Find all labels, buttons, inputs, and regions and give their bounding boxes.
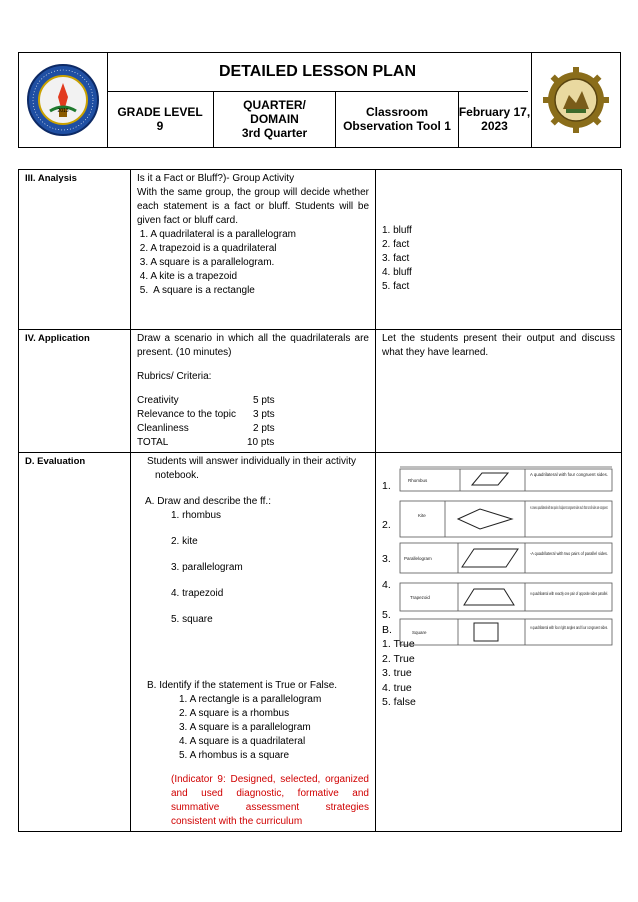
- part-b-item: 3. A square is a parallelogram: [179, 722, 311, 733]
- part-b-item: 5. A rhombus is a square: [179, 750, 290, 761]
- deped-seal-icon: [26, 63, 100, 137]
- analysis-row: [19, 170, 622, 330]
- analysis-answer: 3. fact: [382, 253, 410, 264]
- part-a-item: 2. kite: [171, 536, 198, 547]
- rubric-row: Creativity 5 pts: [137, 395, 275, 406]
- application-response: Let the students present their output and discuss what they have learned.: [376, 330, 622, 453]
- analysis-item: 4. A kite is a trapezoid: [137, 271, 238, 282]
- gear-seal-icon: [541, 65, 611, 135]
- analysis-label: III. Analysis: [19, 170, 131, 330]
- answer-b-item: 2. True: [382, 652, 415, 665]
- part-a-item: 1. rhombus: [171, 510, 222, 521]
- answer-b-item: 1. True: [382, 638, 415, 650]
- analysis-answers: [376, 170, 622, 330]
- document-title: DETAILED LESSON PLAN: [107, 53, 528, 92]
- rubric-row: Relevance to the topic 3 pts: [137, 409, 275, 420]
- application-row: [19, 330, 622, 453]
- evaluation-label: D. Evaluation: [19, 453, 131, 832]
- svg-text:A quadrilateral with four righ: A quadrilateral with four right angles and four congruent sides.: [530, 625, 608, 630]
- svg-text:-A quadrilateral with two pair: -A quadrilateral with two pairs of parallel sides.: [530, 551, 608, 556]
- application-activity: [131, 330, 376, 453]
- analysis-answer: 4. bluff: [382, 267, 412, 278]
- application-label: IV. Application: [19, 330, 131, 453]
- analysis-intro-2: With the same group, the group will decide whether each statement is a fact or bluff. Students will be given fact or bluff card.: [137, 187, 369, 226]
- part-a-title: A. Draw and describe the ff.:: [145, 496, 271, 507]
- evaluation-activity: Students will answer individually in their activity notebook. A. Draw and describe the ff.: 1. rhombus 2. kite 3. parallelogram 4. trapezoid 5. square B. Identify if the statement is True or False. 1. A rectangle is a parallelogram 2. A square is a rhombus 3. A square is a parallelogram 4. A square is a quadrilateral 5. A rhombus is a square (Indicator 9: Designed, selected, organized and used diagnostic, formative and summative assessment strategies consistent with the curriculum: [131, 453, 376, 832]
- part-b-title: B. Identify if the statement is True or False.: [147, 680, 338, 691]
- observation-tool-cell: Classroom Observation Tool 1: [336, 91, 459, 147]
- indicator-note: (Indicator 9: Designed, selected, organized and used diagnostic, formative and summative assessment strategies consistent with the curriculum: [171, 774, 369, 827]
- analysis-answer: 5. fact: [382, 281, 410, 292]
- quadrilateral-reference-image: [400, 459, 612, 649]
- answer-number: 1.: [382, 480, 391, 492]
- part-a-item: 3. parallelogram: [171, 562, 243, 573]
- svg-text:A quadrilateral with exactly o: A quadrilateral with exactly one pair of opposite sides parallel.: [530, 591, 608, 596]
- svg-text:A quadrilateral with four cong: A quadrilateral with four congruent sides.: [530, 472, 608, 477]
- grade-level-cell: GRADE LEVEL 9: [107, 91, 214, 147]
- school-seal: [531, 53, 620, 147]
- analysis-activity: [131, 170, 376, 330]
- evaluation-intro: Students will answer individually in their activity: [147, 456, 356, 467]
- part-a-item: 4. trapezoid: [171, 588, 224, 599]
- answer-number: 5.: [382, 609, 391, 621]
- answer-number: 3.: [382, 553, 391, 565]
- svg-text:Parallelogram: Parallelogram: [404, 556, 432, 561]
- analysis-item: 5. A square is a rectangle: [137, 285, 255, 296]
- svg-text:Square: Square: [412, 630, 427, 635]
- answer-b-label: B.: [382, 623, 392, 636]
- rubric-title: Rubrics/ Criteria:: [137, 371, 212, 382]
- analysis-item: 2. A trapezoid is a quadrilateral: [137, 243, 277, 254]
- answer-b-item: 3. true: [382, 667, 412, 679]
- analysis-item: 1. A quadrilateral is a parallelogram: [137, 229, 296, 240]
- answer-number: 2.: [382, 518, 391, 531]
- analysis-answer: 1. bluff: [382, 225, 412, 236]
- svg-text:Trapezoid: Trapezoid: [410, 595, 430, 600]
- part-b-item: 1. A rectangle is a parallelogram: [179, 694, 322, 705]
- quarter-domain-cell: QUARTER/ DOMAIN 3rd Quarter: [214, 91, 336, 147]
- rubric-row: TOTAL 10 pts: [137, 437, 275, 448]
- analysis-item: 3. A square is a parallelogram.: [137, 257, 275, 268]
- date-cell: February 17, 2023: [458, 105, 531, 133]
- lesson-plan-header: [18, 52, 621, 148]
- svg-text:Kite: Kite: [418, 513, 426, 518]
- part-b-item: 4. A square is a quadrilateral: [179, 736, 306, 747]
- analysis-intro-1: Is it a Fact or Bluff?)- Group Activity: [137, 173, 295, 184]
- answer-number: 4.: [382, 578, 391, 591]
- svg-text:A convex quadrilateral with tw: A convex quadrilateral with two pairs of adjacent congruent sides such that not all sides are congruent.: [530, 505, 608, 510]
- part-b-item: 2. A square is a rhombus: [179, 708, 290, 719]
- deped-taguig-seal: [19, 53, 108, 147]
- svg-text:Rhombus: Rhombus: [408, 478, 428, 483]
- rubric-row: Cleanliness 2 pts: [137, 423, 275, 434]
- part-a-item: 5. square: [171, 614, 213, 625]
- answer-b-item: 5. false: [382, 696, 416, 708]
- svg-text:2013: 2013: [57, 108, 69, 114]
- answer-b-item: 4. true: [382, 681, 412, 694]
- application-task: Draw a scenario in which all the quadrilaterals are present. (10 minutes): [137, 333, 369, 358]
- analysis-answer: 2. fact: [382, 239, 410, 250]
